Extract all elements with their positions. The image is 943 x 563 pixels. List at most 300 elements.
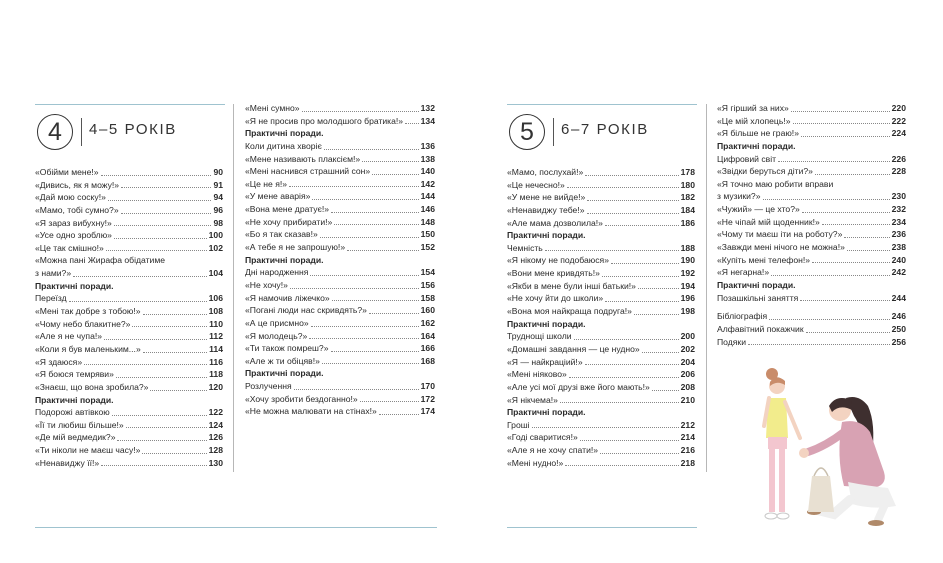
toc-entry	[245, 190, 435, 203]
toc-entry	[35, 229, 223, 242]
leader-dots	[769, 319, 890, 320]
toc-entry	[507, 292, 695, 305]
page-number: 256	[891, 336, 906, 347]
toc-entry-title: «Можна пані Жирафа обідатиме	[35, 255, 166, 266]
toc-entry	[507, 343, 695, 356]
toc-entry	[507, 431, 695, 444]
toc-entry	[35, 343, 223, 356]
leader-dots	[309, 338, 419, 339]
page-number: 96	[213, 204, 223, 215]
toc-entry	[717, 127, 906, 140]
toc-entry	[507, 368, 695, 381]
toc-entry	[245, 304, 435, 317]
toc-entry	[507, 254, 695, 267]
leader-dots	[142, 453, 207, 454]
page-number: 156	[420, 279, 435, 290]
leader-dots	[372, 174, 419, 175]
toc-entry	[35, 419, 223, 432]
toc-entry	[507, 242, 695, 255]
toc-entry-title: «Але усі мої друзі вже його мають!»	[507, 381, 650, 392]
left-bottom-rule	[35, 527, 437, 528]
page-number: 188	[680, 242, 695, 253]
toc-entry-title: «Але я не хочу спати!»	[507, 445, 599, 456]
chapter-header-divider	[553, 118, 554, 146]
chapter-title: 6–7 РОКІВ	[561, 121, 649, 138]
toc-entry-title: «Не хочу йти до школи»	[507, 293, 604, 304]
toc-entry-title: «Мені так добре з тобою!»	[35, 306, 141, 317]
leader-dots	[101, 175, 211, 176]
page-number: 238	[891, 242, 906, 253]
toc-entry	[717, 336, 906, 349]
page-number: 220	[891, 102, 906, 113]
toc-entry-title: «Я — найкраціий!»	[507, 356, 583, 367]
page-number: 250	[891, 323, 906, 334]
page-number: 154	[420, 267, 435, 278]
toc-entry-title: Труднощі школи	[507, 331, 572, 342]
leader-dots	[587, 200, 679, 201]
toc-entry	[245, 165, 435, 178]
toc-entry-title: «Ти ніколи не маєш часу!»	[35, 445, 141, 456]
section-heading-text: Практичні поради.	[717, 279, 796, 290]
page-number: 136	[420, 140, 435, 151]
chapter-title: 4–5 РОКІВ	[89, 121, 177, 138]
toc-entry-title: «Не хочу!»	[245, 279, 288, 290]
toc-entry	[717, 323, 906, 336]
toc-entry	[507, 356, 695, 369]
leader-dots	[347, 250, 419, 251]
page-number: 134	[420, 115, 435, 126]
leader-dots	[748, 344, 890, 345]
leader-dots	[545, 250, 679, 251]
toc-entry-title: «Вона мене дратує!»	[245, 204, 330, 215]
toc-entry-title: Цифровий світ	[717, 153, 777, 164]
toc-entry-title: «Але ж ти обіцяв!»	[245, 355, 320, 366]
leader-dots	[290, 288, 419, 289]
leader-dots	[652, 390, 679, 391]
leader-dots	[634, 314, 679, 315]
page-number: 130	[208, 457, 223, 468]
toc-section-heading	[245, 367, 435, 380]
page-number: 170	[420, 381, 435, 392]
leader-dots	[310, 275, 419, 276]
leader-dots	[800, 300, 890, 301]
page-number: 108	[208, 306, 223, 317]
page-number: 142	[420, 178, 435, 189]
toc-entry	[35, 356, 223, 369]
page-number: 150	[420, 229, 435, 240]
toc-entry-title: «Я намочив ліжечко»	[245, 292, 330, 303]
toc-entry-title: «Домашні завдання — це нудно»	[507, 343, 640, 354]
toc-entry	[245, 405, 435, 418]
toc-entry	[245, 292, 435, 305]
toc-entry-title: Алфавітний покажчик	[717, 323, 804, 334]
toc-entry-title: «Чужий» — це хто?»	[717, 204, 800, 215]
page-number: 118	[209, 369, 223, 380]
toc-entry	[507, 166, 695, 179]
toc-entry-title: Дні народження	[245, 267, 309, 278]
toc-entry-title: «Але я не чупа!»	[35, 331, 103, 342]
page-number: 226	[891, 153, 906, 164]
leader-dots	[806, 332, 890, 333]
toc-entry-title: «Мамо, послухай!»	[507, 167, 584, 177]
leader-dots	[150, 390, 207, 391]
toc-entry-title: «Я боюся темряви»	[35, 369, 114, 380]
toc-entry	[245, 140, 435, 153]
leader-dots	[106, 250, 207, 251]
toc-entry-title: Гроші	[507, 419, 530, 430]
toc-entry	[245, 393, 435, 406]
leader-dots	[360, 401, 419, 402]
toc-entry	[717, 241, 906, 254]
page-number: 198	[680, 306, 695, 317]
leader-dots	[844, 237, 890, 238]
page-number: 91	[213, 179, 223, 190]
page-number: 192	[680, 268, 695, 279]
leader-dots	[114, 225, 211, 226]
toc-entry-title: «Коли я був маленьким...»	[35, 343, 141, 354]
left-top-rule	[35, 104, 225, 105]
page-number: 158	[420, 292, 435, 303]
toc-entry-title: «Вона моя найкраща подруга!»	[507, 306, 632, 317]
toc-section-heading	[245, 127, 435, 140]
toc-entry-title: «Це нечесно!»	[507, 179, 565, 190]
toc-entry-title: «Ти також помреш?»	[245, 343, 329, 354]
page-number: 196	[680, 293, 695, 304]
page-number: 180	[680, 179, 695, 190]
toc-section-heading	[507, 406, 695, 419]
leader-dots	[585, 175, 679, 176]
toc-entry	[245, 342, 435, 355]
toc-entry-title: «У мене не вийде!»	[507, 192, 586, 203]
right-column-divider	[706, 104, 707, 472]
toc-entry	[245, 216, 435, 229]
toc-entry	[507, 444, 695, 457]
toc-entry	[35, 406, 223, 419]
leader-dots	[405, 123, 419, 124]
page-number: 132	[420, 102, 435, 113]
leader-dots	[567, 187, 679, 188]
leader-dots	[312, 199, 419, 200]
toc-entry-title: «Я негарна!»	[717, 267, 770, 278]
toc-entry-title: «Купіть мені телефон!»	[717, 254, 811, 265]
toc-entry-title: «Звідки беруться діти?»	[717, 166, 813, 177]
toc-entry-title: «Де мій ведмедик?»	[35, 432, 116, 443]
toc-entry-title: «Мені нудно!»	[507, 457, 564, 468]
toc-entry	[35, 166, 223, 179]
section-heading-text: Практичні поради.	[245, 368, 324, 379]
leader-dots	[84, 364, 207, 365]
toc-entry-title: «Мамо, тобі сумно?»	[35, 204, 119, 215]
leader-dots	[117, 440, 207, 441]
leader-dots	[560, 402, 679, 403]
leader-dots	[114, 238, 207, 239]
page-number: 246	[891, 311, 906, 322]
leader-dots	[812, 262, 890, 263]
page-number: 218	[680, 457, 695, 468]
page-number: 104	[208, 268, 223, 279]
leader-dots	[126, 427, 207, 428]
leader-dots	[73, 276, 207, 277]
page-number: 242	[891, 267, 906, 278]
leader-dots	[569, 377, 679, 378]
toc-entry	[507, 217, 695, 230]
toc-entry-title: «Хочу зробити бездоганно!»	[245, 393, 358, 404]
toc-entry	[507, 179, 695, 192]
toc-entry	[35, 242, 223, 255]
toc-entry-title: Чемність	[507, 242, 543, 253]
page-number: 94	[213, 192, 223, 203]
section-heading-text: Практичні поради.	[507, 407, 586, 418]
toc-entry-title: Коли дитина хворіє	[245, 140, 322, 151]
leader-dots	[771, 275, 890, 276]
toc-entry	[245, 266, 435, 279]
chapter-number: 5	[509, 114, 545, 150]
toc-entry-title: «Усе одно зроблю»	[35, 230, 112, 241]
leader-dots	[763, 199, 890, 200]
toc-section-heading	[245, 254, 435, 267]
leader-dots	[331, 351, 419, 352]
leader-dots	[600, 453, 679, 454]
toc-entry-title: «Знаєш, що вона зробила?»	[35, 381, 149, 392]
toc-entry-title: «Я нікчема!»	[507, 394, 558, 405]
toc-entry-title: «Чому небо блакитне?»	[35, 318, 131, 329]
leader-dots	[611, 263, 679, 264]
leader-dots	[580, 440, 679, 441]
toc-entry-title: «Погані люди нас скривдять?»	[245, 305, 367, 316]
toc-entry	[717, 292, 906, 305]
toc-entry-title: «Я зараз вибухну!»	[35, 217, 112, 228]
page-number: 140	[420, 166, 435, 177]
leader-dots	[822, 224, 890, 225]
toc-entry-title: «Не чіпай мій щоденник!»	[717, 216, 820, 227]
page-number: 174	[420, 406, 435, 417]
toc-entry	[717, 178, 906, 203]
leader-dots	[605, 225, 679, 226]
toc-entry	[245, 203, 435, 216]
page-number: 112	[209, 331, 223, 342]
leader-dots	[332, 300, 419, 301]
toc-entry-title: Бібліографія	[717, 311, 768, 322]
leader-dots	[532, 427, 679, 428]
toc-entry-title: «Вони мене кривдять!»	[507, 268, 600, 279]
leader-dots	[132, 326, 207, 327]
page-number: 214	[680, 432, 695, 443]
toc-entry-title: «А це присмно»	[245, 317, 309, 328]
toc-entry-title: «Мені ніяково»	[507, 369, 567, 380]
toc-entry-title: «Дай мою соску!»	[35, 192, 106, 203]
toc-entry	[245, 380, 435, 393]
toc-entry-title: «Її ти любиш більше!»	[35, 419, 124, 430]
toc-entry-title-continued: з музики?»	[717, 191, 761, 202]
leader-dots	[320, 237, 419, 238]
section-heading-text: Практичні поради.	[245, 128, 324, 139]
toc-entry	[35, 292, 223, 305]
toc-entry	[35, 381, 223, 394]
toc-entry	[245, 317, 435, 330]
leader-dots	[793, 123, 890, 124]
toc-entry-title: «Це не я!»	[245, 178, 288, 189]
section-heading-text: Практичні поради.	[507, 318, 586, 329]
toc-entry	[245, 279, 435, 292]
page-number: 164	[420, 330, 435, 341]
toc-section-heading	[507, 318, 695, 331]
toc-entry	[717, 203, 906, 216]
page-number: 194	[680, 280, 695, 291]
page-number: 114	[209, 343, 223, 354]
toc-entry	[507, 457, 695, 470]
toc-entry-title: «Ненавиджу тебе!»	[507, 204, 585, 215]
leader-dots	[69, 301, 207, 302]
leader-dots	[801, 136, 890, 137]
page-number: 116	[209, 356, 223, 367]
chapter-5-header	[509, 114, 699, 158]
toc-entry-title: «А тебе я не запрошую!»	[245, 242, 346, 253]
toc-column-left-1	[35, 166, 223, 469]
leader-dots	[587, 213, 679, 214]
toc-entry-title: «Це мій хлопець!»	[717, 115, 791, 126]
toc-column-left-2	[245, 102, 435, 418]
toc-section-heading	[35, 394, 223, 407]
toc-entry-title: «Обійми мене!»	[35, 167, 99, 177]
leader-dots	[289, 186, 419, 187]
toc-entry-title: «Мене називають плаксієм!»	[245, 153, 361, 164]
right-bottom-rule	[507, 527, 697, 528]
toc-entry-title: «Але мама дозволила!»	[507, 217, 603, 228]
toc-entry	[245, 355, 435, 368]
toc-entry	[507, 204, 695, 217]
leader-dots	[574, 339, 679, 340]
leader-dots	[112, 415, 207, 416]
toc-entry	[35, 179, 223, 192]
toc-entry	[717, 310, 906, 323]
toc-entry	[35, 330, 223, 343]
toc-entry	[717, 228, 906, 241]
toc-entry	[35, 217, 223, 230]
page-number: 110	[209, 318, 223, 329]
toc-entry	[245, 241, 435, 254]
page-number: 228	[891, 166, 906, 177]
toc-column-right-2	[717, 102, 906, 348]
leader-dots	[331, 212, 419, 213]
toc-entry	[245, 228, 435, 241]
left-column-divider	[233, 104, 234, 472]
toc-entry-title-continued: з нами?»	[35, 268, 72, 279]
leader-dots	[116, 377, 207, 378]
leader-dots	[334, 224, 419, 225]
leader-dots	[108, 200, 211, 201]
page-number: 128	[208, 445, 223, 456]
toc-entry-title: «У мене аварія»	[245, 191, 311, 202]
toc-entry	[35, 318, 223, 331]
page-number: 224	[891, 128, 906, 139]
toc-entry-title: Переїзд	[35, 293, 67, 304]
toc-entry-title: «Я точно маю робити вправи	[717, 178, 834, 189]
toc-entry-title: «Мені наснився страшний сон»	[245, 166, 371, 177]
leader-dots	[302, 111, 419, 112]
toc-entry	[35, 368, 223, 381]
toc-entry	[245, 178, 435, 191]
leader-dots	[143, 314, 207, 315]
page-number: 232	[891, 204, 906, 215]
leader-dots	[602, 276, 679, 277]
toc-entry-title: «Я здаюся»	[35, 356, 83, 367]
page-number: 210	[680, 394, 695, 405]
toc-entry-title: Позашкільні заняття	[717, 292, 799, 303]
page-number: 208	[680, 381, 695, 392]
page-number: 168	[420, 355, 435, 366]
page-number: 222	[891, 115, 906, 126]
page-number: 102	[208, 242, 223, 253]
toc-entry-title: «Не хочу прибирати!»	[245, 216, 333, 227]
leader-dots	[121, 213, 211, 214]
page-number: 186	[680, 217, 695, 228]
leader-dots	[379, 414, 419, 415]
chapter-header-divider	[81, 118, 82, 146]
page-number: 162	[420, 317, 435, 328]
page-number: 240	[891, 254, 906, 265]
page-number: 122	[208, 407, 223, 418]
toc-entry	[35, 254, 223, 279]
toc-entry-title: «Я більше не граю!»	[717, 128, 799, 139]
page-number: 202	[680, 343, 695, 354]
toc-column-right-1	[507, 166, 695, 469]
page-number: 144	[420, 191, 435, 202]
page-number: 138	[420, 153, 435, 164]
toc-entry-title: «Якби в мене були інші батьки!»	[507, 280, 636, 291]
toc-entry-title: «Я гірший за них»	[717, 103, 789, 113]
toc-entry-title: «Ненавиджу її!»	[35, 457, 100, 468]
toc-entry	[717, 153, 906, 166]
leader-dots	[778, 161, 890, 162]
toc-entry-title: «Я не просив про молодшого братика!»	[245, 115, 404, 126]
toc-entry	[717, 102, 906, 115]
page-number: 234	[891, 216, 906, 227]
toc-entry	[245, 102, 435, 115]
leader-dots	[605, 301, 679, 302]
page-number: 178	[680, 166, 695, 177]
toc-entry	[35, 444, 223, 457]
page-number: 146	[420, 204, 435, 215]
toc-entry	[717, 165, 906, 178]
leader-dots	[638, 288, 679, 289]
toc-entry	[35, 305, 223, 318]
page-number: 172	[420, 393, 435, 404]
leader-dots	[322, 363, 419, 364]
leader-dots	[369, 313, 419, 314]
page-number: 98	[213, 217, 223, 228]
leader-dots	[815, 174, 890, 175]
toc-entry-title: «Бо я так сказав!»	[245, 229, 318, 240]
toc-entry	[35, 191, 223, 204]
page-number: 182	[680, 192, 695, 203]
page-number: 160	[420, 305, 435, 316]
leader-dots	[847, 250, 890, 251]
page-number: 184	[680, 204, 695, 215]
toc-entry	[507, 305, 695, 318]
toc-entry-title: «Я нікому не подобаюся»	[507, 255, 609, 266]
toc-entry	[717, 115, 906, 128]
page-number: 90	[213, 166, 223, 177]
page-number: 206	[680, 369, 695, 380]
toc-entry-title: Розлучення	[245, 381, 292, 392]
mother-and-child-illustration	[756, 360, 906, 530]
page-number: 126	[208, 432, 223, 443]
chapter-number: 4	[37, 114, 73, 150]
toc-entry	[717, 254, 906, 267]
toc-entry-title: «Мені сумно»	[245, 103, 300, 113]
page-number: 236	[891, 229, 906, 240]
section-heading-text: Практичні поради.	[35, 280, 114, 291]
